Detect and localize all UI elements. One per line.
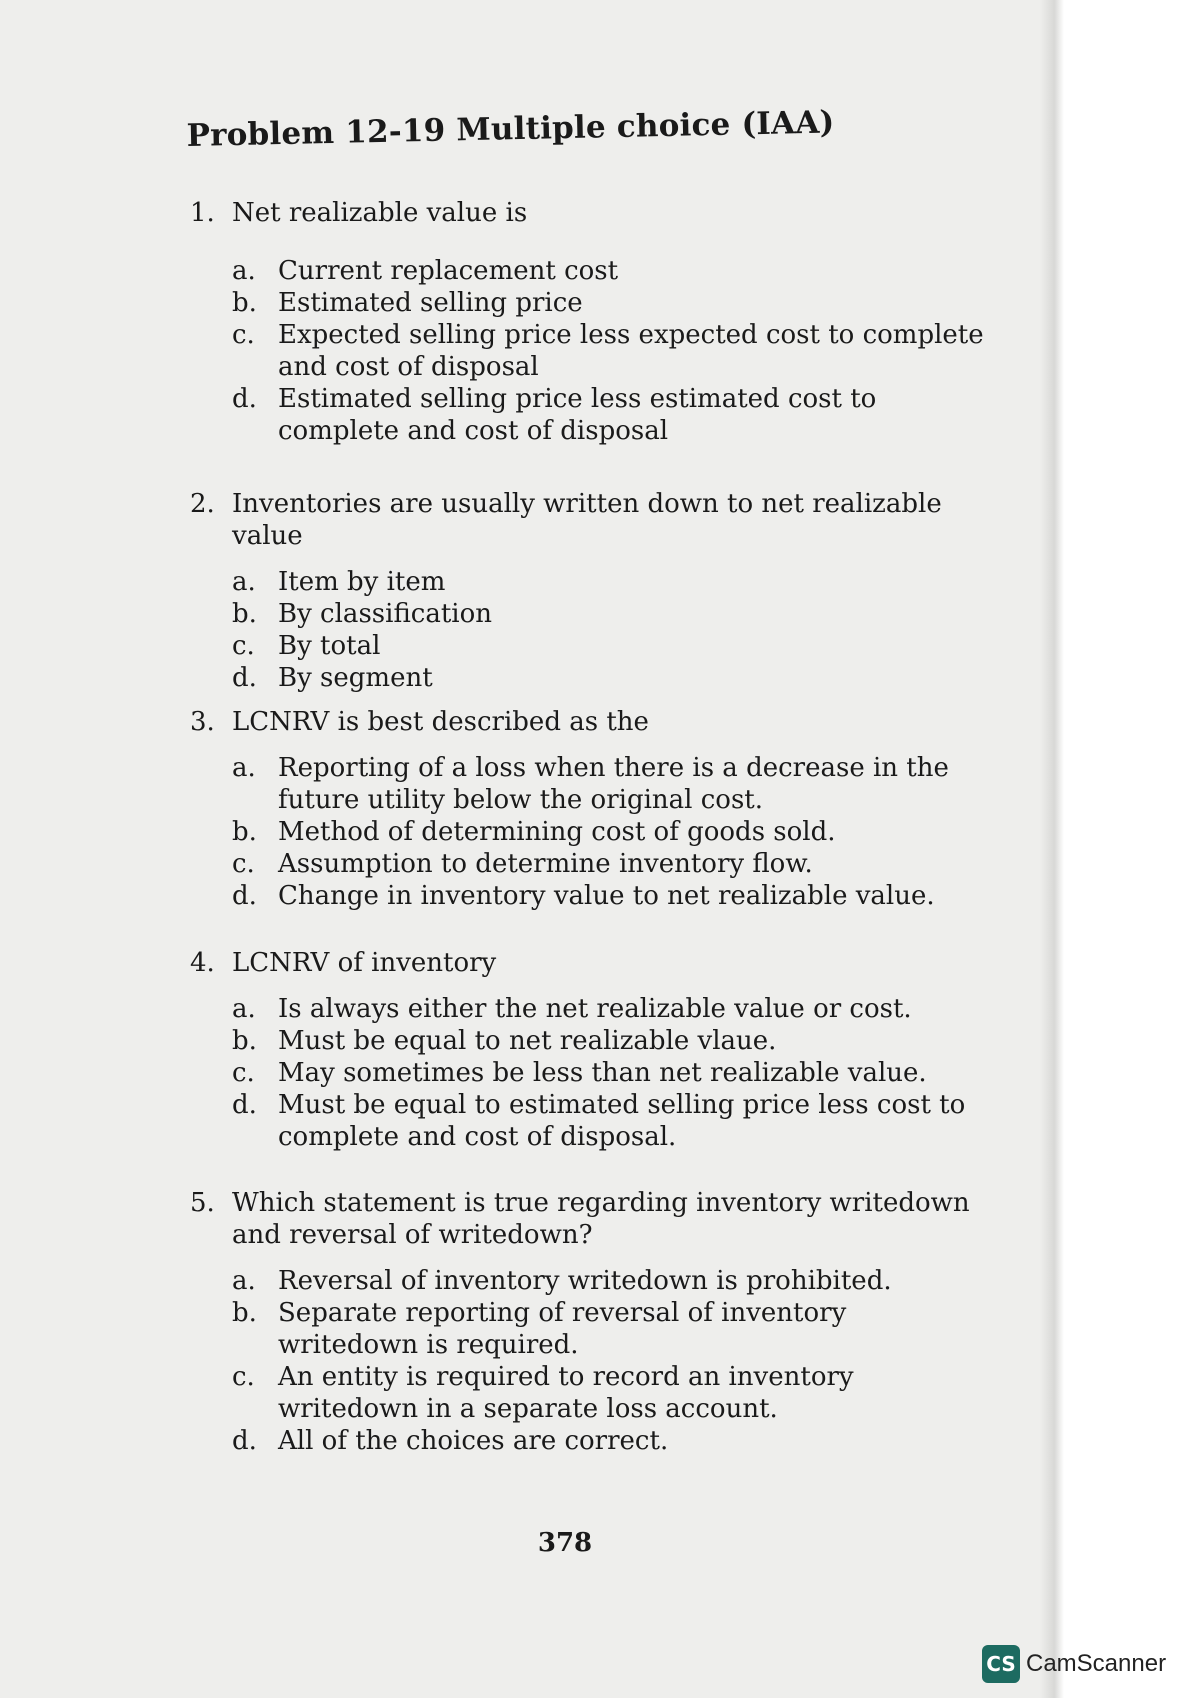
choice-letter: d. (232, 1090, 257, 1120)
choice-letter: b. (232, 1298, 257, 1328)
choice-1a (232, 255, 990, 287)
choice-text: Change in inventory value to net realizable value. (278, 881, 935, 911)
choice-text: Must be equal to estimated selling price less cost to complete and cost of disposal. (278, 1090, 966, 1152)
camscanner-watermark (982, 1645, 1166, 1683)
choice-text: Estimated selling price less estimated cost to complete and cost of disposal (278, 384, 877, 446)
camscanner-text: CamScanner (1026, 1650, 1167, 1677)
question-number: 2. (190, 489, 215, 519)
choice-1c (232, 319, 990, 383)
question-5 (190, 1187, 990, 1457)
choice-3d (232, 880, 990, 912)
choice-letter: a. (232, 1266, 256, 1296)
choice-4b (232, 1025, 990, 1057)
choice-letter: b. (232, 1026, 257, 1056)
choice-text: An entity is required to record an inventory writedown in a separate loss account. (278, 1362, 854, 1424)
question-number: 5. (190, 1188, 215, 1218)
choice-text: By segment (278, 663, 433, 693)
choice-4a (232, 993, 990, 1025)
question-number: 1. (190, 198, 215, 228)
choice-letter: b. (232, 817, 257, 847)
choice-text: Reversal of inventory writedown is prohibited. (278, 1266, 892, 1296)
choice-2a (232, 566, 990, 598)
choice-3b (232, 816, 990, 848)
choice-3c (232, 848, 990, 880)
choice-text: Current replacement cost (278, 256, 619, 286)
choice-letter: a. (232, 567, 256, 597)
choice-text: Expected selling price less expected cost to complete and cost of disposal (278, 320, 984, 382)
page-edge (1040, 0, 1064, 1698)
choice-2c (232, 630, 990, 662)
choice-text: All of the choices are correct. (278, 1426, 669, 1456)
choice-text: Estimated selling price (278, 288, 583, 318)
choice-letter: c. (232, 320, 255, 350)
choice-letter: c. (232, 849, 255, 879)
question-3 (190, 706, 990, 912)
question-text: LCNRV is best described as the (232, 707, 649, 737)
page-number: 378 (537, 1528, 593, 1558)
choice-text: Method of determining cost of goods sold. (278, 817, 836, 847)
choice-text: Is always either the net realizable value or cost. (278, 994, 912, 1024)
choice-4c (232, 1057, 990, 1089)
question-text: Which statement is true regarding inventory writedown and reversal of writedown? (232, 1188, 970, 1250)
choice-text: By classification (278, 599, 493, 629)
question-number: 3. (190, 707, 215, 737)
choice-text: May sometimes be less than net realizable value. (278, 1058, 927, 1088)
choice-letter: b. (232, 599, 257, 629)
choice-letter: d. (232, 881, 257, 911)
choice-letter: c. (232, 631, 255, 661)
question-1 (190, 197, 990, 447)
camscanner-logo-icon: CS (982, 1645, 1020, 1683)
choice-text: By total (278, 631, 381, 661)
choice-letter: c. (232, 1058, 255, 1088)
choice-1b (232, 287, 990, 319)
choice-letter: d. (232, 663, 257, 693)
choice-5d (232, 1425, 990, 1457)
question-4 (190, 947, 990, 1153)
question-2 (190, 488, 990, 694)
choice-text: Must be equal to net realizable vlaue. (278, 1026, 777, 1056)
choice-4d (232, 1089, 990, 1153)
choice-5b (232, 1297, 990, 1361)
choice-2b (232, 598, 990, 630)
problem-title: Problem 12-19 Multiple choice (IAA) (186, 104, 835, 154)
question-text: LCNRV of inventory (232, 948, 497, 978)
choice-letter: a. (232, 994, 256, 1024)
choice-text: Separate reporting of reversal of inventory writedown is required. (278, 1298, 847, 1360)
choice-letter: d. (232, 384, 257, 414)
question-text: Inventories are usually written down to net realizable value (232, 489, 942, 551)
choice-letter: c. (232, 1362, 255, 1392)
choice-letter: a. (232, 256, 256, 286)
choice-letter: d. (232, 1426, 257, 1456)
choice-1d (232, 383, 990, 447)
choice-letter: b. (232, 288, 257, 318)
choice-text: Item by item (278, 567, 446, 597)
choice-2d (232, 662, 990, 694)
choice-5c (232, 1361, 990, 1425)
question-text: Net realizable value is (232, 198, 528, 228)
choice-5a (232, 1265, 990, 1297)
choice-3a (232, 752, 990, 816)
choice-letter: a. (232, 753, 256, 783)
choice-text: Assumption to determine inventory flow. (278, 849, 813, 879)
choice-text: Reporting of a loss when there is a decrease in the future utility below the original cost. (278, 753, 949, 815)
question-number: 4. (190, 948, 215, 978)
